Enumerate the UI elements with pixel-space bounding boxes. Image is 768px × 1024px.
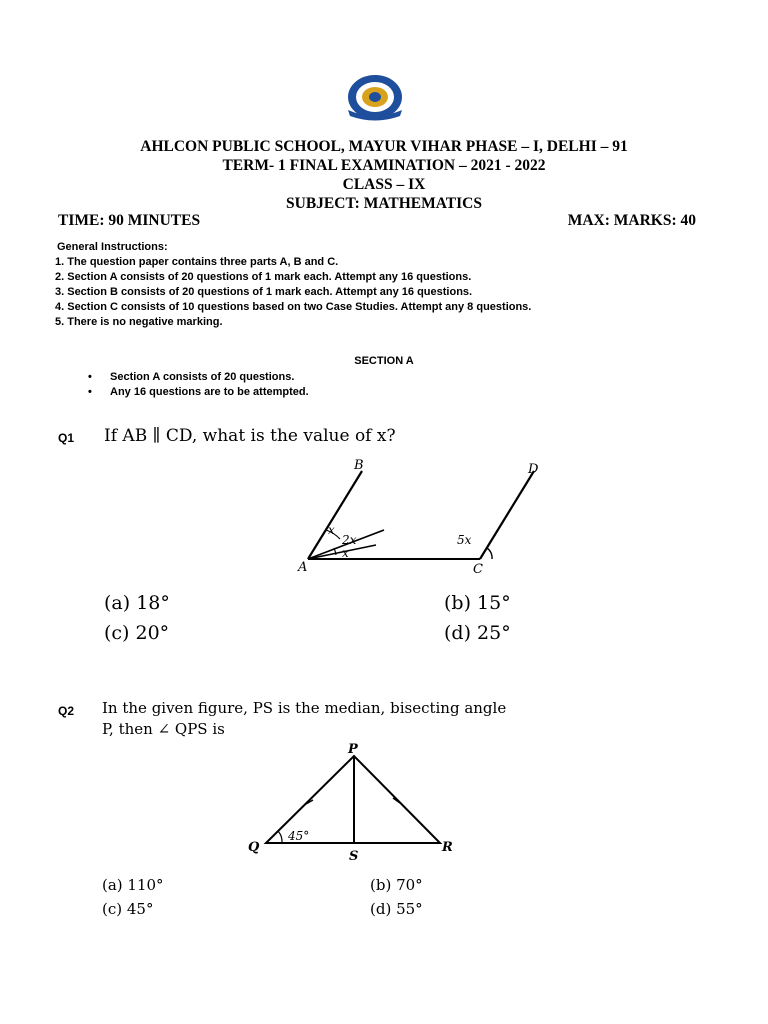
label-2x: 2x	[342, 533, 357, 547]
instruction-item: 1. The question paper contains three parts A, B and C.	[55, 256, 339, 268]
label-c: C	[473, 562, 483, 577]
class-label: CLASS – IX	[342, 176, 426, 193]
label-a: A	[298, 560, 308, 575]
q2-figure	[240, 740, 470, 865]
q2-option-d: (d) 55°	[370, 900, 423, 918]
exam-title: TERM- 1 FINAL EXAMINATION – 2021 - 2022	[222, 157, 546, 174]
label-5x: 5x	[457, 533, 472, 547]
q2-option-a: (a) 110°	[102, 876, 164, 894]
label-d: D	[528, 462, 539, 477]
q1-figure	[290, 455, 560, 580]
label-q: Q	[248, 840, 260, 855]
q2-number: Q2	[58, 704, 75, 718]
section-a-title: SECTION A	[354, 355, 414, 367]
q2-option-c: (c) 45°	[102, 900, 154, 918]
q1-text: If AB ∥ CD, what is the value of x?	[104, 426, 396, 446]
q1-number: Q1	[58, 431, 75, 445]
q1-option-d: (d) 25°	[444, 622, 511, 644]
label-s: S	[349, 849, 359, 864]
subject-label: SUBJECT: MATHEMATICS	[286, 195, 482, 212]
q2-text-line1: In the given figure, PS is the median, bisecting angle	[102, 699, 507, 717]
label-x-2: x	[342, 546, 349, 560]
bullet-item: • Any 16 questions are to be attempted.	[88, 386, 309, 398]
bullet-item: • Section A consists of 20 questions.	[88, 371, 295, 383]
school-logo	[344, 72, 406, 122]
instruction-item: 5. There is no negative marking.	[55, 316, 223, 328]
school-name: AHLCON PUBLIC SCHOOL, MAYUR VIHAR PHASE – I, DELHI – 91	[140, 138, 628, 155]
q2-option-b: (b) 70°	[370, 876, 423, 894]
instruction-item: 2. Section A consists of 20 questions of 1 mark each. Attempt any 16 questions.	[55, 271, 472, 283]
section-a-bullets	[88, 370, 309, 400]
label-b: B	[354, 458, 364, 473]
instruction-item: 3. Section B consists of 20 questions of 1 mark each. Attempt any 16 questions.	[55, 286, 473, 298]
instructions-title: General Instructions:	[57, 241, 168, 253]
angle-arc	[487, 548, 492, 559]
time-label: TIME: 90 MINUTES	[58, 212, 201, 229]
q1-option-a: (a) 18°	[104, 592, 170, 614]
bullet-text: Any 16 questions are to be attempted.	[110, 386, 309, 398]
label-45-degrees: 45°	[288, 829, 310, 843]
instruction-item: 4. Section C consists of 10 questions based on two Case Studies. Attempt any 8 questions.	[55, 301, 532, 313]
label-x-1: x	[328, 523, 335, 537]
instructions-list	[55, 255, 531, 330]
bullet-text: Section A consists of 20 questions.	[110, 371, 295, 383]
q1-option-b: (b) 15°	[444, 592, 511, 614]
label-p: P	[348, 742, 358, 757]
label-r: R	[442, 840, 453, 855]
q1-option-c: (c) 20°	[104, 622, 170, 644]
max-marks-label: MAX: MARKS: 40	[567, 212, 696, 229]
q2-text-line2: P, then ∠ QPS is	[102, 720, 225, 738]
line-cd	[480, 471, 534, 559]
angle-arc	[278, 831, 282, 843]
